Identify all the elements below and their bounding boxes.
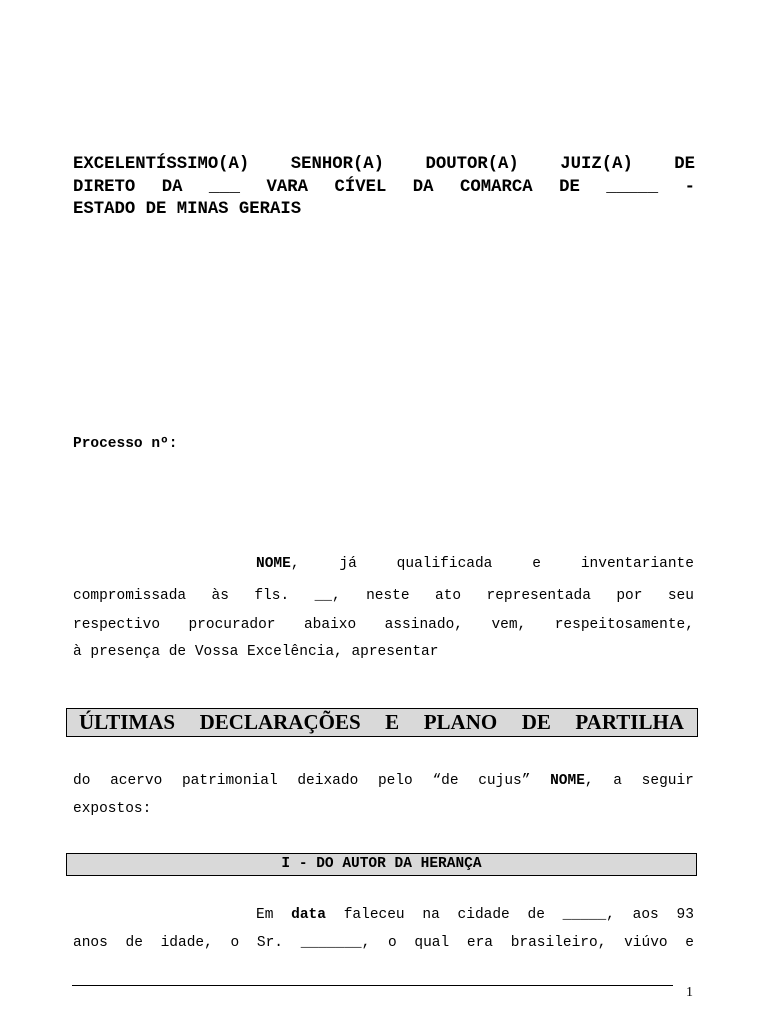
section1-word: brasileiro, <box>510 935 607 951</box>
section1-word: de <box>125 935 143 951</box>
heading-blank: _____ <box>606 177 659 197</box>
estate-line-1 <box>73 773 694 789</box>
section1-word: qual <box>414 935 450 951</box>
banner-word: PARTILHA <box>575 710 684 734</box>
heading-line-1 <box>73 154 695 177</box>
estate-word: seguir <box>641 773 694 789</box>
heading-word: DIRETO <box>73 177 136 197</box>
intro-line-3 <box>73 617 694 633</box>
section1-word: idade, <box>160 935 213 951</box>
court-address-heading <box>73 154 695 222</box>
heading-word: COMARCA <box>460 177 533 197</box>
intro-word: compromissada <box>73 588 187 604</box>
estate-word: patrimonial <box>181 773 278 789</box>
intro-word: às <box>211 588 229 604</box>
intro-word: já <box>339 556 357 572</box>
intro-word: respeitosamente, <box>554 617 694 633</box>
section1-word: na <box>422 907 440 923</box>
section1-word: viúvo <box>624 935 668 951</box>
intro-word: , <box>290 556 300 572</box>
banner-word: PLANO <box>423 710 498 734</box>
intro-word: por <box>616 588 643 604</box>
section1-word: e <box>685 935 694 951</box>
banner-word: DECLARAÇÕES <box>199 710 361 734</box>
intro-word: representada <box>486 588 591 604</box>
heading-word: DOUTOR(A) <box>425 155 519 174</box>
heading-word: CÍVEL <box>334 177 387 197</box>
intro-word <box>256 556 300 572</box>
estate-word <box>550 773 594 789</box>
estate-word: , <box>584 773 594 789</box>
heading-word: DA <box>412 177 434 197</box>
heading-word: DE <box>559 177 580 197</box>
intro-word: e <box>532 556 541 572</box>
banner-word: E <box>385 710 400 734</box>
intro-word: procurador <box>188 617 276 633</box>
section1-word: faleceu <box>343 907 405 923</box>
intro-word: __, <box>314 588 341 604</box>
heading-word: EXCELENTÍSSIMO(A) <box>73 155 250 174</box>
intro-word: abaixo <box>303 617 357 633</box>
heading-word: VARA <box>266 177 308 197</box>
date-placeholder: data <box>291 907 326 923</box>
section1-line-2 <box>73 935 694 951</box>
section1-line-1 <box>256 907 694 923</box>
section1-word: o <box>230 935 240 951</box>
heading-word: JUIZ(A) <box>560 155 633 174</box>
heading-word: - <box>684 177 695 197</box>
footer-divider <box>72 985 673 986</box>
intro-line-1 <box>256 556 694 572</box>
estate-word: pelo <box>377 773 413 789</box>
heading-line-2 <box>73 177 695 200</box>
deceased-name: NOME <box>550 773 585 789</box>
page-number: 1 <box>686 985 693 1000</box>
section1-word: aos <box>632 907 659 923</box>
section1-word: anos <box>73 935 108 951</box>
estate-line-2: expostos: <box>73 801 152 817</box>
intro-word: vem, <box>491 617 527 633</box>
section1-word: Em <box>256 907 274 923</box>
section1-word: _______, <box>300 935 371 951</box>
section1-word: 93 <box>676 907 694 923</box>
estate-word: a <box>613 773 622 789</box>
heading-line-3: ESTADO DE MINAS GERAIS <box>73 200 302 219</box>
section1-word: Sr. <box>256 935 283 951</box>
estate-word: acervo <box>110 773 163 789</box>
intro-word: respectivo <box>73 617 161 633</box>
heading-blank: ___ <box>208 177 241 197</box>
section-heading-autor-heranca: I - DO AUTOR DA HERANÇA <box>66 853 697 876</box>
estate-word: deixado <box>297 773 359 789</box>
heading-word: DA <box>161 177 183 197</box>
inventariante-name: NOME <box>256 556 291 572</box>
intro-word: ato <box>435 588 462 604</box>
banner-word: DE <box>521 710 551 734</box>
estate-word: “de <box>432 773 459 789</box>
intro-word: seu <box>667 588 694 604</box>
section1-word: de <box>527 907 545 923</box>
intro-line-2 <box>73 588 694 604</box>
title-banner <box>66 708 698 737</box>
intro-word: fls. <box>254 588 290 604</box>
section1-word: cidade <box>457 907 510 923</box>
intro-word: neste <box>366 588 410 604</box>
section1-word: _____, <box>562 907 615 923</box>
estate-word: cujus” <box>478 773 531 789</box>
intro-word: assinado, <box>384 617 463 633</box>
intro-word: inventariante <box>580 556 694 572</box>
banner-word: ÚLTIMAS <box>79 710 176 734</box>
heading-word: DE <box>674 155 695 174</box>
heading-word: SENHOR(A) <box>290 155 385 174</box>
process-number-label: Processo nº: <box>73 436 178 452</box>
intro-line-4: à presença de Vossa Excelência, apresentar <box>73 644 439 660</box>
estate-word: do <box>73 773 91 789</box>
intro-word: qualificada <box>396 556 493 572</box>
section1-word: era <box>466 935 493 951</box>
section1-word: o <box>388 935 397 951</box>
